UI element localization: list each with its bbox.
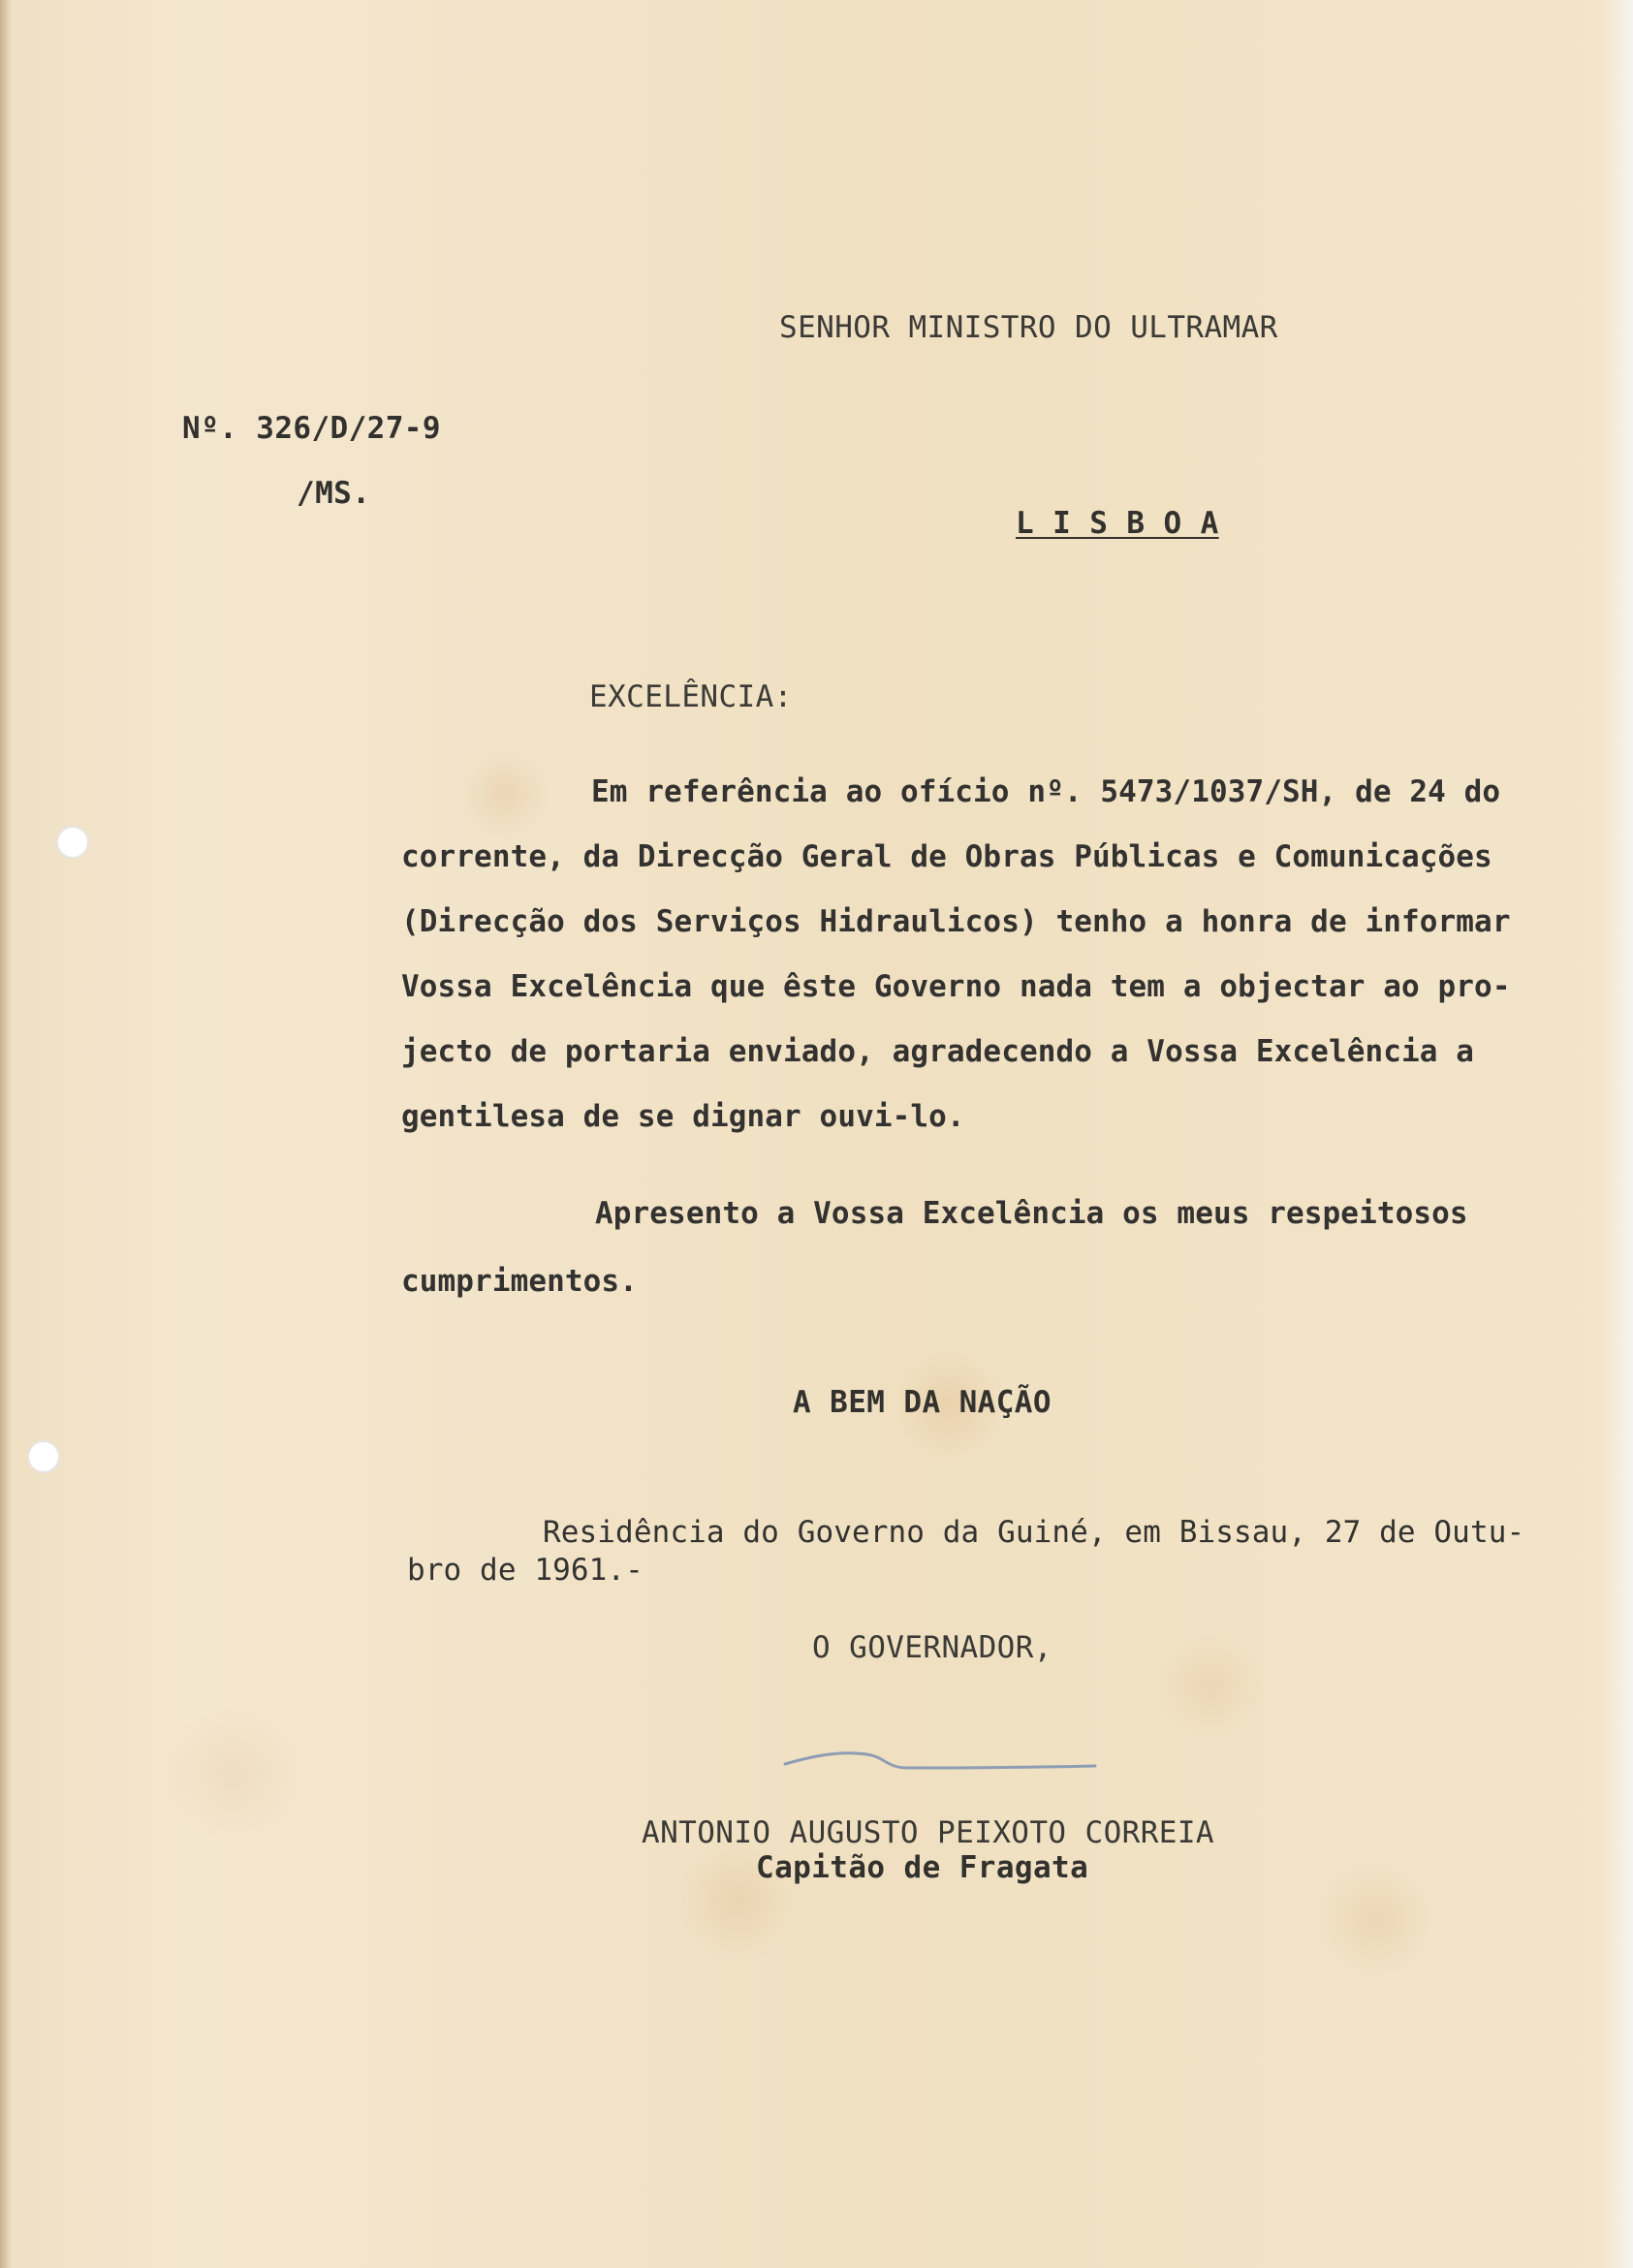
punch-hole-top bbox=[56, 826, 89, 859]
reference-number: Nº. 326/D/27-9 bbox=[182, 411, 441, 446]
place-date-line-1: Residência do Governo da Guiné, em Bissau, 27 de Outu- bbox=[543, 1515, 1525, 1550]
motto: A BEM DA NAÇÃO bbox=[793, 1385, 1052, 1420]
closing-line-2: cumprimentos. bbox=[401, 1264, 638, 1299]
body-line-3: (Direcção dos Serviços Hidraulicos) tenho a honra de informar bbox=[401, 904, 1511, 939]
signatory-role: O GOVERNADOR, bbox=[812, 1630, 1052, 1665]
punch-hole-bottom bbox=[27, 1440, 60, 1473]
body-line-4: Vossa Excelência que êste Governo nada tem a objectar ao pro- bbox=[401, 969, 1511, 1004]
body-line-1: Em referência ao ofício nº. 5473/1037/SH, de 24 do bbox=[591, 774, 1501, 809]
signatory-rank: Capitão de Fragata bbox=[756, 1850, 1089, 1885]
reference-suffix: /MS. bbox=[297, 476, 371, 511]
body-line-2: corrente, da Direcção Geral de Obras Públicas e Comunicações bbox=[401, 839, 1492, 874]
salutation: EXCELÊNCIA: bbox=[589, 679, 793, 714]
place-date-line-2: bro de 1961.- bbox=[407, 1553, 644, 1588]
signature-stroke bbox=[783, 1745, 1103, 1778]
body-line-5: jecto de portaria enviado, agradecendo a Vossa Excelência a bbox=[401, 1034, 1475, 1069]
body-line-6: gentilesa de se dignar ouvi-lo. bbox=[401, 1099, 965, 1134]
city-heading: L I S B O A bbox=[1016, 506, 1219, 541]
recipient-title: SENHOR MINISTRO DO ULTRAMAR bbox=[779, 310, 1278, 345]
closing-line-1: Apresento a Vossa Excelência os meus respeitosos bbox=[595, 1196, 1468, 1231]
signatory-name: ANTONIO AUGUSTO PEIXOTO CORREIA bbox=[642, 1815, 1214, 1850]
